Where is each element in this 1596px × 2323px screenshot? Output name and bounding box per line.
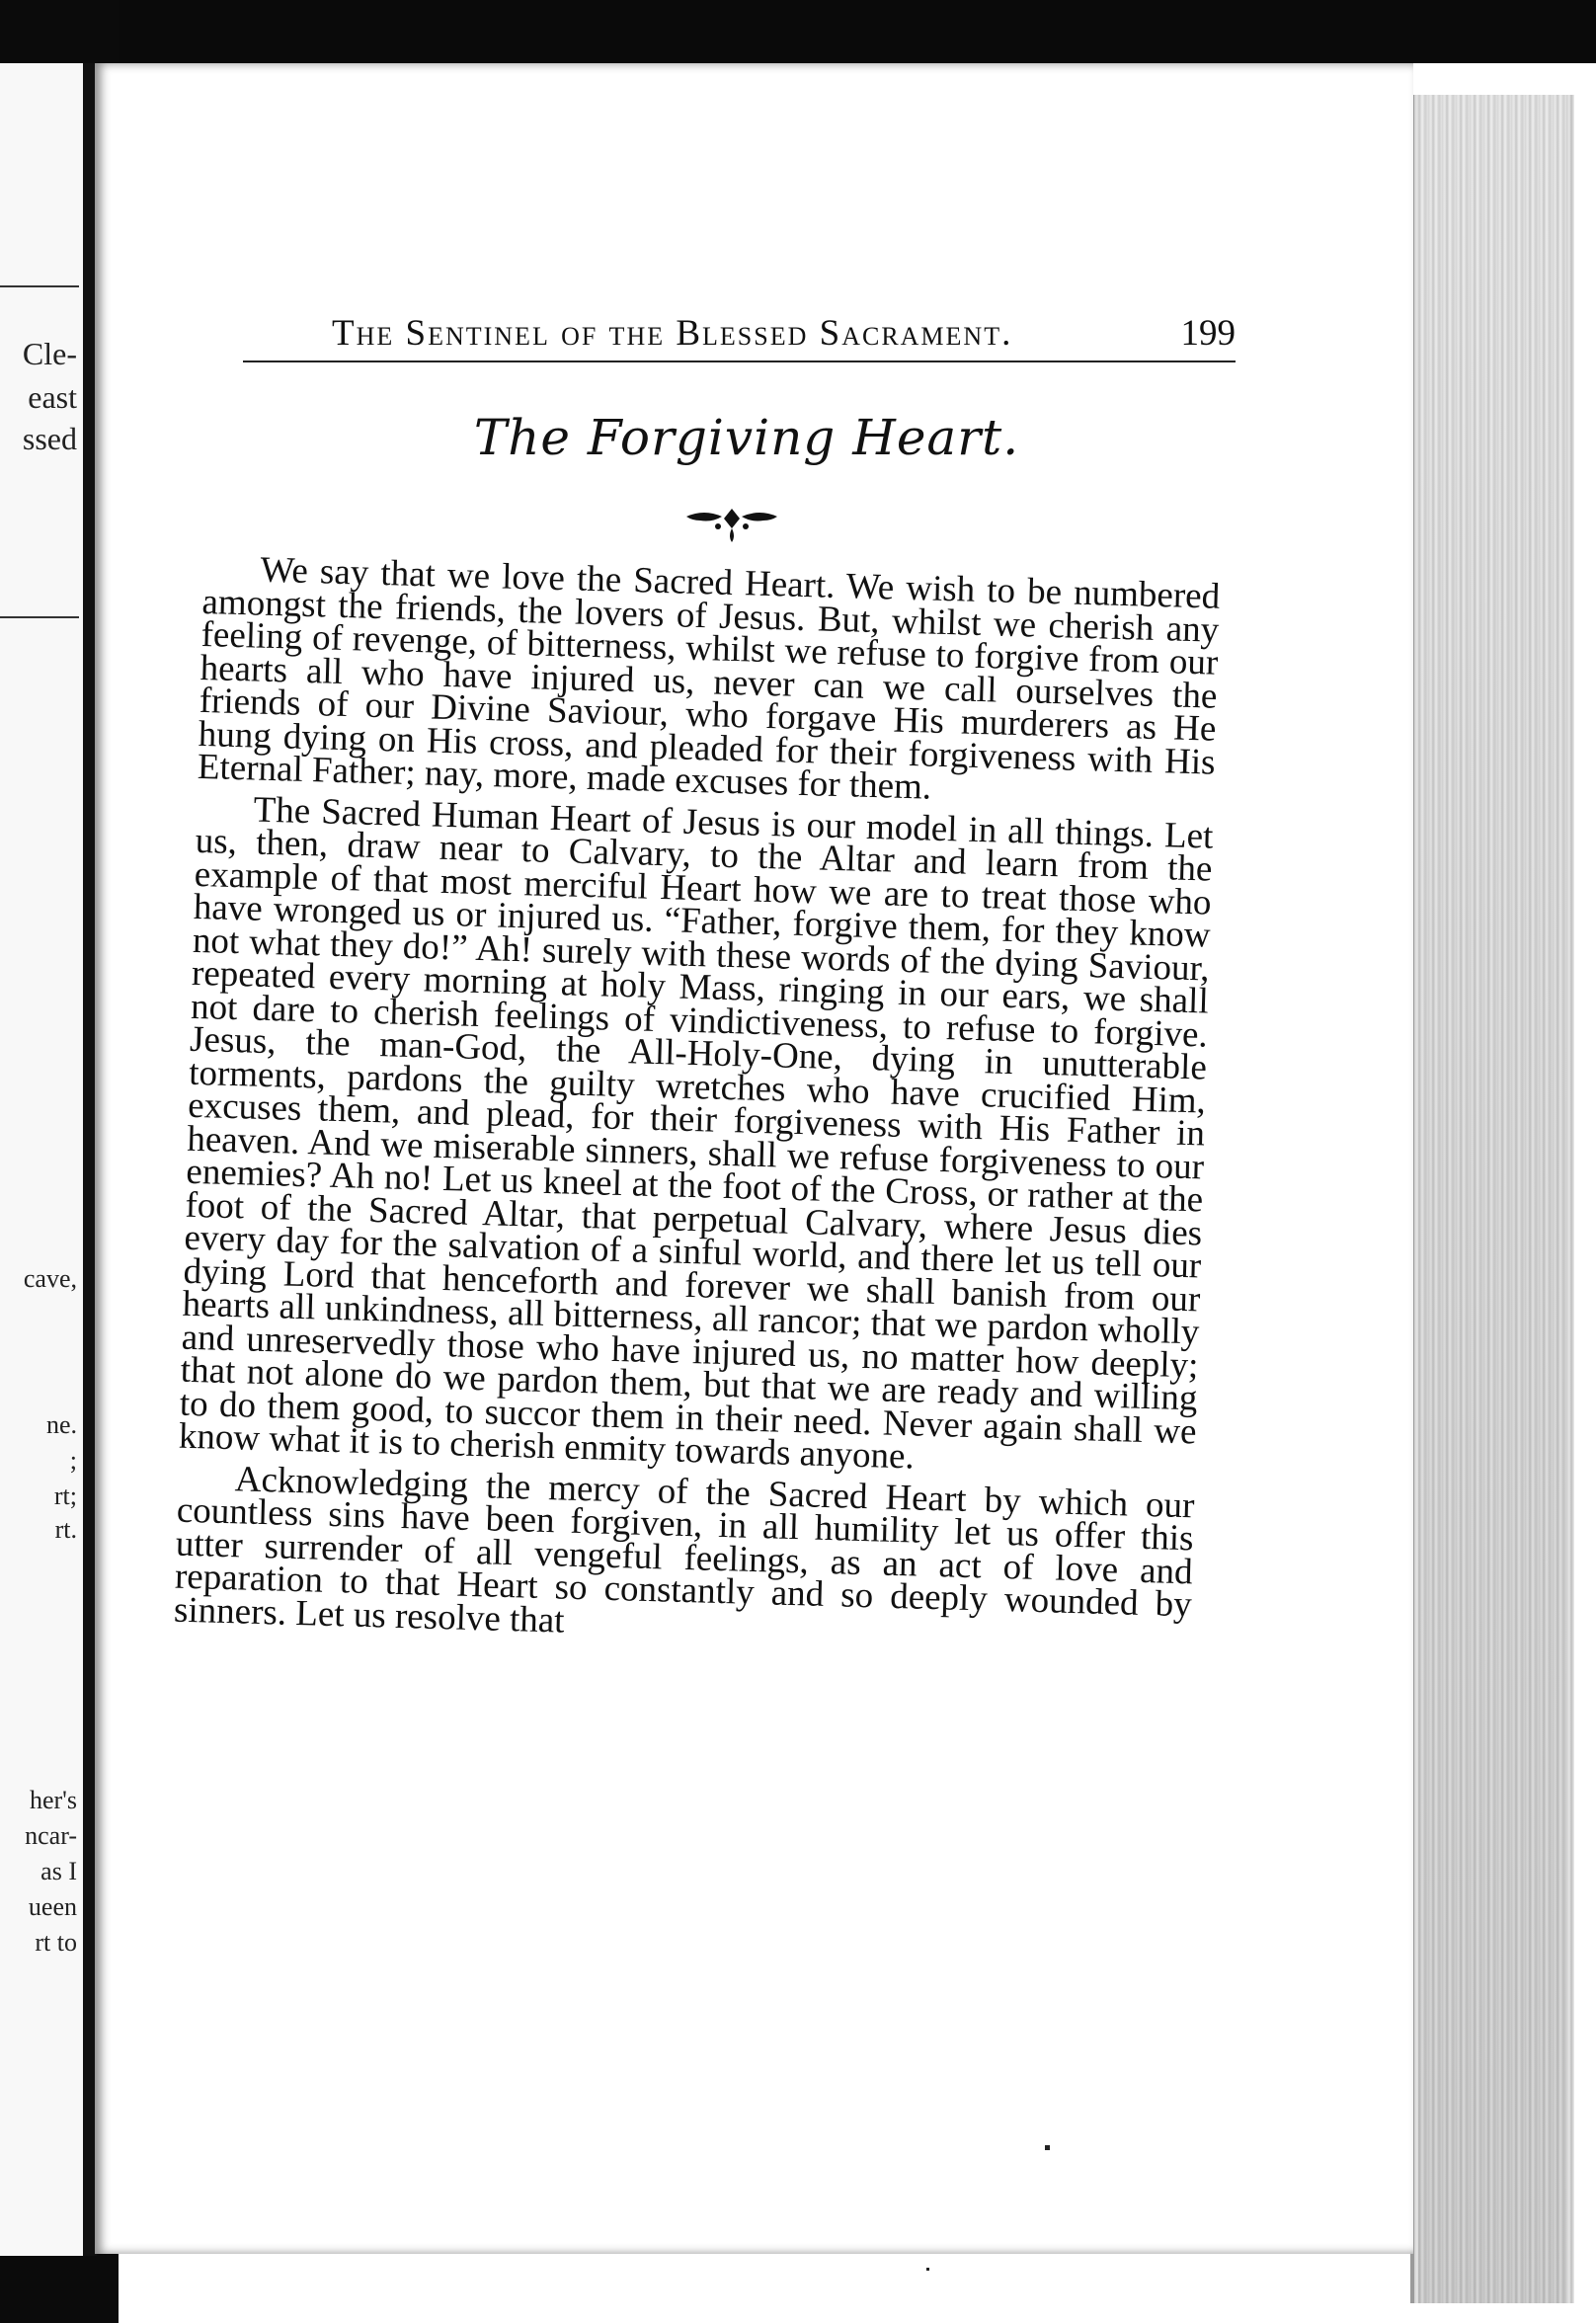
facing-page-fragment: Cle- [22, 336, 77, 371]
facing-page-fragment: as I [40, 1857, 77, 1885]
article-body [173, 549, 1221, 1662]
article-paragraph: We say that we love the Sacred Heart. We wish to be numbered amongst the friends, the lovers of Jesus. But, whilst we cherish any feeling of revenge, of bitterness, whilst we refuse to forgive from our hearts all who have injured us, never can we call ourselves the friends of our Divine Saviour, who forgave His murderers as He hung dying on His cross, and pleaded for their forgiveness with His Eternal Father; nay, more, made excuses for them. [197, 549, 1221, 808]
facing-page-fragment: ; [69, 1446, 77, 1475]
running-head [243, 303, 1236, 362]
facing-page-fragment: ne. [45, 1410, 77, 1439]
facing-page-rule [0, 616, 79, 618]
article-paragraph: Acknowledging the mercy of the Sacred Heart by which our countless sins have been forgiven, in all humility let us offer this utter surrender of all vengeful feelings, as an act of love and reparation to that Heart so constantly and so deeply wounded by sinners. Let us resolve that [173, 1458, 1196, 1642]
facing-page-fragment: east [28, 379, 77, 415]
facing-page-fragment: rt; [53, 1482, 77, 1510]
facing-page-fragment: rt. [54, 1515, 77, 1544]
facing-page-rule [0, 285, 79, 287]
page-number: 199 [1180, 313, 1236, 354]
facing-page-fragment: ssed [22, 421, 77, 456]
facing-page-fragment: her's [29, 1786, 77, 1814]
article-paragraph: The Sacred Human Heart of Jesus is our model in all things. Let us, then, draw near to Calvary, to the Altar and learn from the example of that most merciful Heart how we are to treat those who have wronged us or injured us. “Father, forgive them, for they know not what they do!” Ah! surely with these words of the dying Saviour, repeated every morning at holy Mass, ringing in our ears, we shall not dare to cherish feelings of vindictiveness, to refuse to forgive. Jesus, the man-God, the All-Holy-One, dying in unutterable torments, pardons the guilty wretches who have crucified Him, excuses them, and plead, for their forgiveness with His Father in heaven. And we miserable sinners, shall we refuse forgiveness to our enemies? Ah no! Let us kneel at the foot of the Cross, or rather at the foot of the Sacred Altar, that perpetual Calvary, where Jesus dies every day for the salvation of a sinful world, and there let us tell our dying Lord that henceforth and forever we shall banish from our hearts all unkindness, all bitterness, all rancor; that we pardon wholly and unreservedly those who have injured us, no matter how deeply; that not alone do we pardon them, but that we are ready and willing to do them good, to succor them in their need. Never again shall we know what it is to cherish enmity towards anyone. [178, 789, 1214, 1478]
scan-top-margin [0, 0, 1596, 63]
facing-page [0, 63, 97, 2256]
scan-speck [1045, 2145, 1050, 2150]
book-page [95, 63, 1413, 2254]
facing-page-fragment: ncar- [25, 1821, 77, 1850]
page-stack-shade [1418, 95, 1566, 2303]
facing-page-fragment: cave, [23, 1264, 77, 1293]
facing-page-fragment: ueen [28, 1892, 77, 1921]
running-head-title: The Sentinel of the Blessed Sacrament. [332, 313, 1013, 354]
scan-speck [926, 2268, 929, 2271]
floral-ornament-icon [682, 503, 781, 544]
facing-page-fragment: rt to [35, 1928, 77, 1957]
article-title: The Forgiving Heart. [473, 409, 1020, 466]
